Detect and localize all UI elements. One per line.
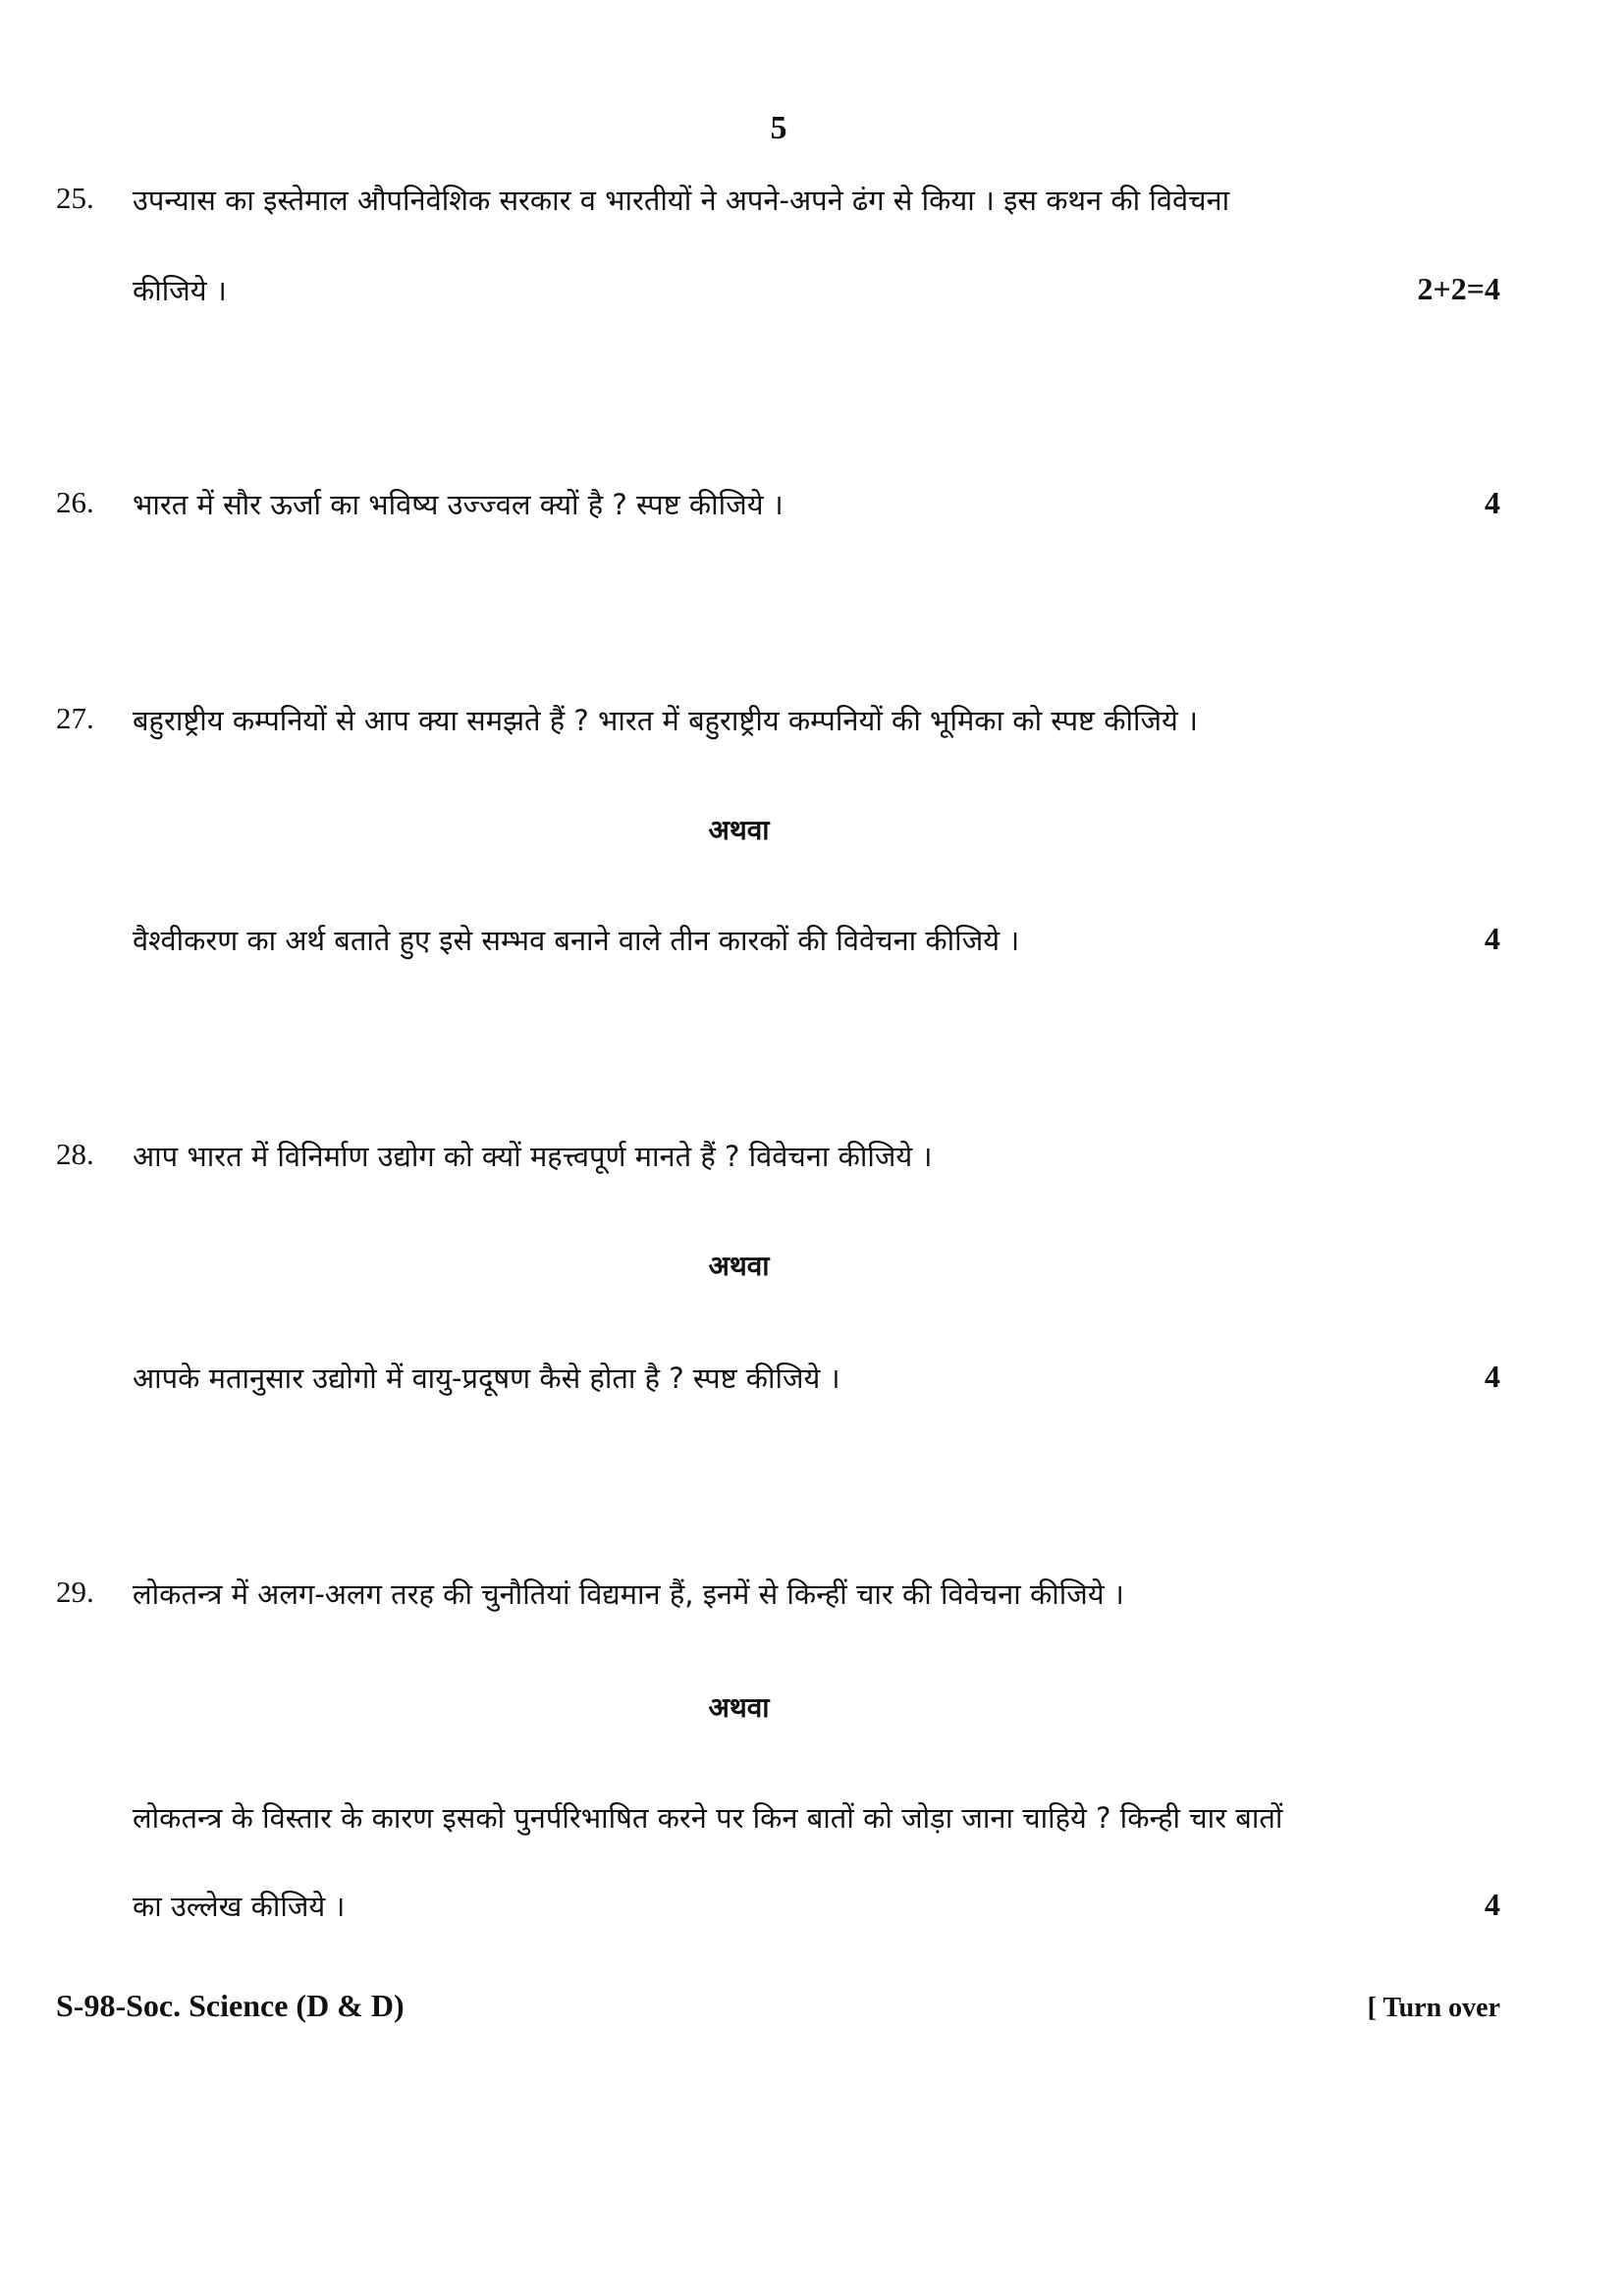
question-text-line: उपन्यास का इस्तेमाल औपनिवेशिक सरकार व भारतीयों ने अपने-अपने ढंग से किया । इस कथन की विवेचना [133, 184, 1230, 217]
or-question-text-line: का उल्लेख कीजिये । [133, 1890, 346, 1923]
question-number: 25. [56, 181, 94, 215]
question-marks: 4 [1485, 921, 1500, 956]
question-text-line: भारत में सौर ऊर्जा का भविष्य उज्ज्वल क्यों है ? स्पष्ट कीजिये । [133, 488, 784, 521]
question-number: 26. [56, 485, 94, 519]
turn-over-note: [ Turn over [1367, 1993, 1500, 2023]
question-text-line: लोकतन्त्र में अलग-अलग तरह की चुनौतियां विद्यमान हैं, इनमें से किन्हीं चार की विवेचना कीजिये । [133, 1577, 1124, 1611]
or-question-text-line: लोकतन्त्र के विस्तार के कारण इसको पुनर्परिभाषित करने पर किन बातों को जोड़ा जाना चाहिये ? किन्ही चार बातों [133, 1801, 1283, 1835]
question-number: 28. [56, 1137, 94, 1171]
question-number: 29. [56, 1575, 94, 1609]
page-number: 5 [770, 110, 787, 146]
or-question-text-line: आपके मतानुसार उद्योगो में वायु-प्रदूषण कैसे होता है ? स्पष्ट कीजिये । [133, 1362, 840, 1395]
or-question-text-line: वैश्वीकरण का अर्थ बताते हुए इसे सम्भव बनाने वाले तीन कारकों की विवेचना कीजिये । [133, 924, 1020, 957]
question-number: 27. [56, 701, 94, 735]
question-text-line: आप भारत में विनिर्माण उद्योग को क्यों महत्त्वपूर्ण मानते हैं ? विवेचना कीजिये । [133, 1140, 933, 1173]
question-marks: 2+2=4 [1417, 271, 1500, 306]
question-marks: 4 [1485, 1359, 1500, 1394]
question-text-line: बहुराष्ट्रीय कम्पनियों से आप क्या समझते हैं ? भारत में बहुराष्ट्रीय कम्पनियों की भूमिका को स्पष्ट कीजिये । [133, 704, 1199, 737]
question-marks: 4 [1485, 1887, 1500, 1922]
or-label: अथवा [708, 1250, 770, 1282]
paper-code: S-98-Soc. Science (D & D) [56, 1988, 405, 2023]
or-label: अथवा [708, 814, 770, 846]
question-text-line: कीजिये । [133, 274, 227, 307]
or-label: अथवा [708, 1691, 770, 1724]
question-marks: 4 [1485, 485, 1500, 520]
